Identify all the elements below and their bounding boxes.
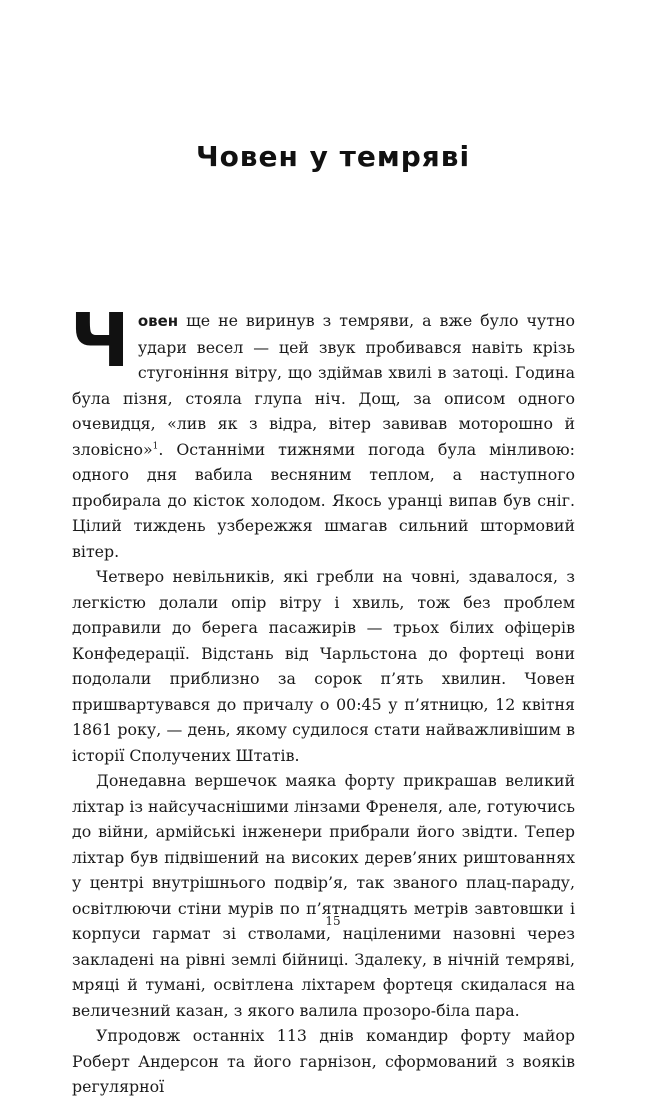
page-number: 15 (325, 914, 341, 928)
lead-word: овен (137, 312, 179, 330)
paragraph-1 (70, 298, 575, 564)
paragraph-4: Упродовж останніх 113 днів командир форту майор Роберт Андерсон та його гарнізон, сформований з вояків регулярної (72, 1026, 575, 1096)
paragraph-1-end: . Останніми тижнями погода була мінливою: одного дня вабила весняним теплом, а наступного пробирала до кісток холодом. Якось уранці випав був сніг. Цілий тиждень узбережжя шмагав сильний штормовий вітер. (72, 439, 575, 561)
footnote-reference[interactable]: 1 (152, 441, 159, 452)
body-text (70, 298, 575, 1100)
paragraph-3: Донедавна вершечок маяка форту прикрашав великий ліхтар із найсучаснішими лінзами Френеля, але, готуючись до війни, армійські інженери прибрали його звідти. Тепер ліхтар був підвішений на високих дерев’яних риштованнях у центрі внутрішнього подвір’я, так званого плац-параду, освітлюючи стіни мурів по п’ятнадцять метрів завтовшки і корпуси гармат зі стволами, націленими назовні через закладені на рівні землі бійниці. Здалеку, в нічній темряві, мряці й тумані, освітлена ліхтарем фортеця скидалася на величезний казан, з якого валила прозоро-біла пара. (72, 771, 575, 1020)
drop-cap: Ч (70, 298, 130, 384)
paragraph-1-text: ще не виринув з темряви, а вже було чутно удари весел — цей звук пробивався навіть крізь стугоніння вітру, що здіймав хвилі в затоці. Година була пізня, стояла глупа ніч. Дощ, за описом одного очевидця, «лив як з відра, вітер завивав моторошно й зловісно» (72, 311, 575, 459)
chapter-title: Човен у темряві (195, 140, 471, 173)
paragraph-2: Четверо невільників, які гребли на човні, здавалося, з легкістю долали опір вітру і хвиль, тож без проблем доправили до берега пасажирів — трьох білих офіцерів Конфедерації. Відстань від Чарльстона до фортеці вони подолали приблизно за сорок п’ять хвилин. Човен пришвартувався до причалу о 00:45 у п’ятницю, 12 квітня 1861 року, — день, якому судилося стати найважливішим в історії Сполучених Штатів. (72, 567, 575, 765)
